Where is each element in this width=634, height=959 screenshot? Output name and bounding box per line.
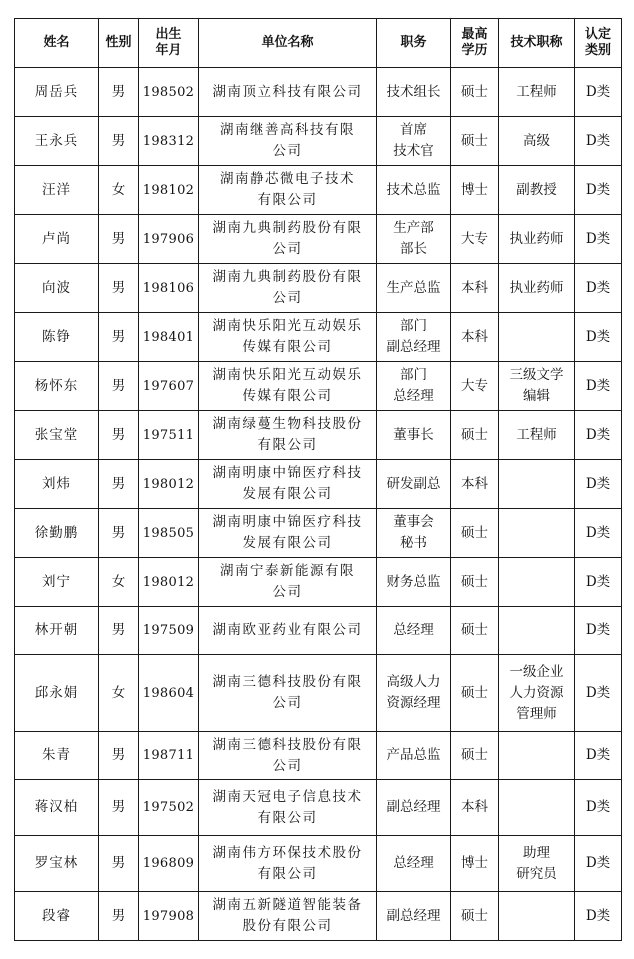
cell-category: D类 <box>575 264 622 313</box>
cell-birth: 196809 <box>139 836 199 892</box>
cell-sex: 男 <box>99 780 139 836</box>
cell-sex: 男 <box>99 264 139 313</box>
cell-post: 产品总监 <box>377 732 451 780</box>
cell-name: 邱永娟 <box>15 655 99 732</box>
cell-title: 工程师 <box>499 68 575 117</box>
cell-post: 副总经理 <box>377 892 451 941</box>
table-row <box>15 460 622 509</box>
cell-birth: 198102 <box>139 166 199 215</box>
table-row <box>15 362 622 411</box>
cell-name: 卢尚 <box>15 215 99 264</box>
cell-edu: 博士 <box>451 166 499 215</box>
table-row <box>15 313 622 362</box>
cell-title: 高级 <box>499 117 575 166</box>
table-row <box>15 215 622 264</box>
header-sex: 性别 <box>99 19 139 68</box>
cell-category: D类 <box>575 68 622 117</box>
cell-category: D类 <box>575 836 622 892</box>
cell-edu: 硕士 <box>451 68 499 117</box>
cell-birth: 198012 <box>139 558 199 607</box>
cell-post: 董事长 <box>377 411 451 460</box>
table-row <box>15 558 622 607</box>
header-title: 技术职称 <box>499 19 575 68</box>
cell-category: D类 <box>575 509 622 558</box>
cell-birth: 198312 <box>139 117 199 166</box>
cell-edu: 硕士 <box>451 509 499 558</box>
cell-title <box>499 558 575 607</box>
cell-category: D类 <box>575 892 622 941</box>
cell-sex: 男 <box>99 68 139 117</box>
cell-birth: 198502 <box>139 68 199 117</box>
table-row <box>15 892 622 941</box>
cell-sex: 男 <box>99 411 139 460</box>
cell-edu: 硕士 <box>451 117 499 166</box>
cell-title <box>499 732 575 780</box>
cell-unit: 湖南快乐阳光互动娱乐 传媒有限公司 <box>199 313 377 362</box>
cell-sex: 女 <box>99 166 139 215</box>
cell-birth: 197908 <box>139 892 199 941</box>
cell-edu: 硕士 <box>451 892 499 941</box>
cell-sex: 男 <box>99 362 139 411</box>
cell-sex: 男 <box>99 117 139 166</box>
cell-category: D类 <box>575 117 622 166</box>
table-row <box>15 117 622 166</box>
cell-birth: 198604 <box>139 655 199 732</box>
table-row <box>15 264 622 313</box>
cell-unit: 湖南明康中锦医疗科技 发展有限公司 <box>199 509 377 558</box>
cell-name: 王永兵 <box>15 117 99 166</box>
cell-sex: 男 <box>99 509 139 558</box>
cell-edu: 本科 <box>451 460 499 509</box>
cell-unit: 湖南三德科技股份有限 公司 <box>199 732 377 780</box>
cell-sex: 男 <box>99 460 139 509</box>
cell-edu: 硕士 <box>451 411 499 460</box>
cell-unit: 湖南快乐阳光互动娱乐 传媒有限公司 <box>199 362 377 411</box>
cell-birth: 197607 <box>139 362 199 411</box>
cell-title: 工程师 <box>499 411 575 460</box>
cell-unit: 湖南九典制药股份有限 公司 <box>199 264 377 313</box>
cell-unit: 湖南伟方环保技术股份 有限公司 <box>199 836 377 892</box>
cell-title: 执业药师 <box>499 264 575 313</box>
cell-post: 董事会 秘书 <box>377 509 451 558</box>
table-row <box>15 655 622 732</box>
cell-sex: 男 <box>99 313 139 362</box>
cell-edu: 本科 <box>451 264 499 313</box>
cell-unit: 湖南三德科技股份有限 公司 <box>199 655 377 732</box>
cell-sex: 女 <box>99 655 139 732</box>
cell-name: 朱青 <box>15 732 99 780</box>
table-header-row <box>15 19 622 68</box>
cell-post: 首席 技术官 <box>377 117 451 166</box>
cell-category: D类 <box>575 313 622 362</box>
cell-post: 高级人力 资源经理 <box>377 655 451 732</box>
cell-title <box>499 780 575 836</box>
cell-title <box>499 607 575 655</box>
table-row <box>15 509 622 558</box>
cell-birth: 198106 <box>139 264 199 313</box>
cell-title: 三级文学 编辑 <box>499 362 575 411</box>
cell-unit: 湖南九典制药股份有限 公司 <box>199 215 377 264</box>
cell-unit: 湖南继善高科技有限 公司 <box>199 117 377 166</box>
table-row <box>15 732 622 780</box>
talent-table <box>14 18 622 941</box>
cell-category: D类 <box>575 166 622 215</box>
cell-unit: 湖南静芯微电子技术 有限公司 <box>199 166 377 215</box>
cell-category: D类 <box>575 655 622 732</box>
cell-unit: 湖南天冠电子信息技术 有限公司 <box>199 780 377 836</box>
cell-category: D类 <box>575 558 622 607</box>
cell-unit: 湖南宁泰新能源有限 公司 <box>199 558 377 607</box>
cell-edu: 大专 <box>451 215 499 264</box>
cell-sex: 男 <box>99 892 139 941</box>
cell-post: 部门 副总经理 <box>377 313 451 362</box>
cell-category: D类 <box>575 780 622 836</box>
cell-name: 罗宝林 <box>15 836 99 892</box>
cell-category: D类 <box>575 362 622 411</box>
cell-sex: 女 <box>99 558 139 607</box>
cell-sex: 男 <box>99 607 139 655</box>
cell-unit: 湖南五新隧道智能装备 股份有限公司 <box>199 892 377 941</box>
cell-name: 周岳兵 <box>15 68 99 117</box>
cell-birth: 197906 <box>139 215 199 264</box>
talent-table-sheet <box>14 18 622 941</box>
cell-category: D类 <box>575 411 622 460</box>
header-birth: 出生 年月 <box>139 19 199 68</box>
cell-post: 生产部 部长 <box>377 215 451 264</box>
cell-post: 总经理 <box>377 607 451 655</box>
cell-unit: 湖南顶立科技有限公司 <box>199 68 377 117</box>
cell-edu: 博士 <box>451 836 499 892</box>
cell-name: 张宝堂 <box>15 411 99 460</box>
table-row <box>15 780 622 836</box>
cell-birth: 197511 <box>139 411 199 460</box>
cell-edu: 硕士 <box>451 655 499 732</box>
table-row <box>15 411 622 460</box>
cell-edu: 硕士 <box>451 732 499 780</box>
cell-title <box>499 460 575 509</box>
cell-name: 段睿 <box>15 892 99 941</box>
cell-post: 技术组长 <box>377 68 451 117</box>
cell-post: 生产总监 <box>377 264 451 313</box>
cell-birth: 198505 <box>139 509 199 558</box>
cell-birth: 197502 <box>139 780 199 836</box>
table-row <box>15 68 622 117</box>
cell-unit: 湖南绿蔓生物科技股份 有限公司 <box>199 411 377 460</box>
header-name: 姓名 <box>15 19 99 68</box>
cell-unit: 湖南明康中锦医疗科技 发展有限公司 <box>199 460 377 509</box>
cell-birth: 198401 <box>139 313 199 362</box>
cell-birth: 198012 <box>139 460 199 509</box>
header-category: 认定 类别 <box>575 19 622 68</box>
cell-edu: 硕士 <box>451 607 499 655</box>
cell-post: 总经理 <box>377 836 451 892</box>
cell-title <box>499 509 575 558</box>
cell-name: 林开朝 <box>15 607 99 655</box>
table-row <box>15 166 622 215</box>
header-unit: 单位名称 <box>199 19 377 68</box>
table-row <box>15 836 622 892</box>
cell-post: 技术总监 <box>377 166 451 215</box>
cell-name: 杨怀东 <box>15 362 99 411</box>
cell-category: D类 <box>575 732 622 780</box>
cell-name: 刘炜 <box>15 460 99 509</box>
cell-unit: 湖南欧亚药业有限公司 <box>199 607 377 655</box>
cell-name: 蒋汉柏 <box>15 780 99 836</box>
cell-title: 执业药师 <box>499 215 575 264</box>
cell-post: 财务总监 <box>377 558 451 607</box>
cell-sex: 男 <box>99 732 139 780</box>
cell-edu: 本科 <box>451 780 499 836</box>
cell-name: 徐勤鹏 <box>15 509 99 558</box>
table-body <box>15 68 622 941</box>
cell-name: 向波 <box>15 264 99 313</box>
header-edu: 最高 学历 <box>451 19 499 68</box>
cell-title: 副教授 <box>499 166 575 215</box>
cell-title <box>499 313 575 362</box>
cell-edu: 大专 <box>451 362 499 411</box>
cell-category: D类 <box>575 460 622 509</box>
cell-post: 副总经理 <box>377 780 451 836</box>
header-post: 职务 <box>377 19 451 68</box>
cell-title: 一级企业 人力资源 管理师 <box>499 655 575 732</box>
cell-sex: 男 <box>99 836 139 892</box>
cell-category: D类 <box>575 215 622 264</box>
table-row <box>15 607 622 655</box>
cell-post: 部门 总经理 <box>377 362 451 411</box>
cell-name: 汪洋 <box>15 166 99 215</box>
cell-title: 助理 研究员 <box>499 836 575 892</box>
cell-category: D类 <box>575 607 622 655</box>
cell-birth: 198711 <box>139 732 199 780</box>
cell-title <box>499 892 575 941</box>
cell-edu: 本科 <box>451 313 499 362</box>
cell-edu: 硕士 <box>451 558 499 607</box>
cell-name: 陈铮 <box>15 313 99 362</box>
cell-sex: 男 <box>99 215 139 264</box>
cell-birth: 197509 <box>139 607 199 655</box>
cell-post: 研发副总 <box>377 460 451 509</box>
cell-name: 刘宁 <box>15 558 99 607</box>
